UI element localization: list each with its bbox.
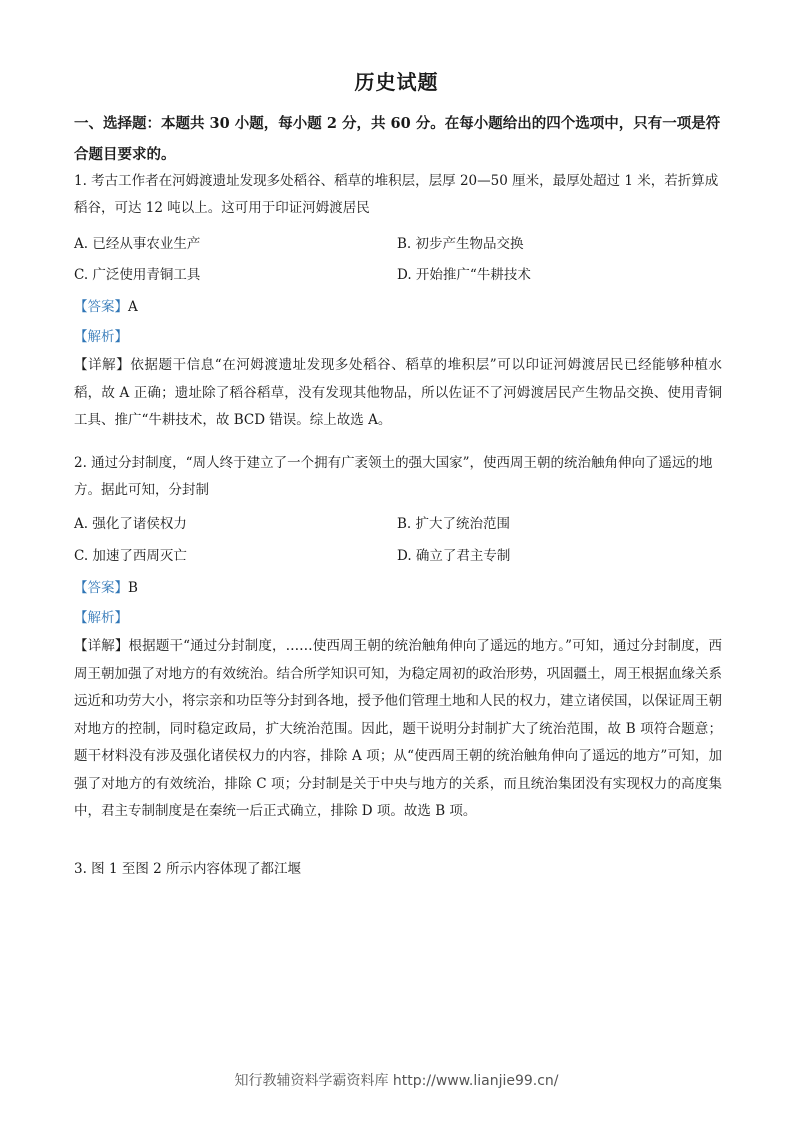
question-1-answer xyxy=(74,297,138,317)
question-2-option-b: B. 扩大了统治范围 xyxy=(397,516,511,532)
question-1-detail: 【详解】依据题干信息“在河姆渡遗址发现多处稻谷、稻草的堆积层”可以印证河姆渡居民已经能够种植水稻，故 A 正确；遗址除了稻谷稻草，没有发现其他物品，所以佐证不了河姆渡居民产生物品交换、使用青铜工具、推广“牛耕技术，故 BCD 错误。综上故选 A。 xyxy=(74,357,722,428)
analysis-label: 【解析】 xyxy=(74,329,128,345)
question-1-option-c: C. 广泛使用青铜工具 xyxy=(74,267,201,283)
question-1-option-a: A. 已经从事农业生产 xyxy=(74,236,201,252)
answer-label: 【答案】 xyxy=(74,299,128,315)
question-1-analysis-label xyxy=(74,327,128,347)
question-2-option-c: C. 加速了西周灭亡 xyxy=(74,548,187,564)
analysis-label: 【解析】 xyxy=(74,610,128,626)
answer-value: A xyxy=(128,299,138,315)
page-title: 历史试题 xyxy=(354,70,439,94)
question-1-option-b: B. 初步产生物品交换 xyxy=(397,236,524,252)
answer-label: 【答案】 xyxy=(74,580,128,596)
question-1-option-d: D. 开始推广“牛耕技术 xyxy=(397,267,531,283)
question-2-analysis-label xyxy=(74,608,128,628)
section-heading: 一、选择题：本题共 30 小题，每小题 2 分，共 60 分。在每小题给出的四个选项中，只有一项是符合题目要求的。 xyxy=(74,115,721,163)
answer-value: B xyxy=(128,580,138,596)
question-1-stem: 1. 考古工作者在河姆渡遗址发现多处稻谷、稻草的堆积层，层厚 20—50 厘米，最厚处超过 1 米，若折算成稻谷，可达 12 吨以上。这可用于印证河姆渡居民 xyxy=(74,173,719,216)
question-2-answer xyxy=(74,578,138,598)
question-2-option-a: A. 强化了诸侯权力 xyxy=(74,516,187,532)
question-2-option-d: D. 确立了君主专制 xyxy=(397,548,511,564)
question-2-stem: 2. 通过分封制度，“周人终于建立了一个拥有广袤领土的强大国家”，使西周王朝的统治触角伸向了遥远的地方。据此可知，分封制 xyxy=(74,455,713,498)
question-3-stem: 3. 图 1 至图 2 所示内容体现了都江堰 xyxy=(74,861,302,877)
footer-watermark: 知行教辅资料学霸资料库 http://www.lianjie99.cn/ xyxy=(234,1073,559,1089)
question-2-detail: 【详解】根据题干“通过分封制度，……使西周王朝的统治触角伸向了遥远的地方。”可知，通过分封制度，西周王朝加强了对地方的有效统治。结合所学知识可知，为稳定周初的政治形势，巩固疆土，周王根据血缘关系远近和功劳大小，将宗亲和功臣等分封到各地，授予他们管理土地和人民的权力，建立诸侯国，以保证周王朝对地方的控制，同时稳定政局，扩大统治范围。因此，题干说明分封制扩大了统治范围，故 B 项符合题意；题干材料没有涉及强化诸侯权力的内容，排除 A 项；从“使西周王朝的统治触角伸向了遥远的地方”可知，加强了对地方的有效统治，排除 C 项；分封制是关于中央与地方的关系，而且统治集团没有实现权力的高度集中，君主专制制度是在秦统一后正式确立，排除 D 项。故选 B 项。 xyxy=(74,638,722,819)
